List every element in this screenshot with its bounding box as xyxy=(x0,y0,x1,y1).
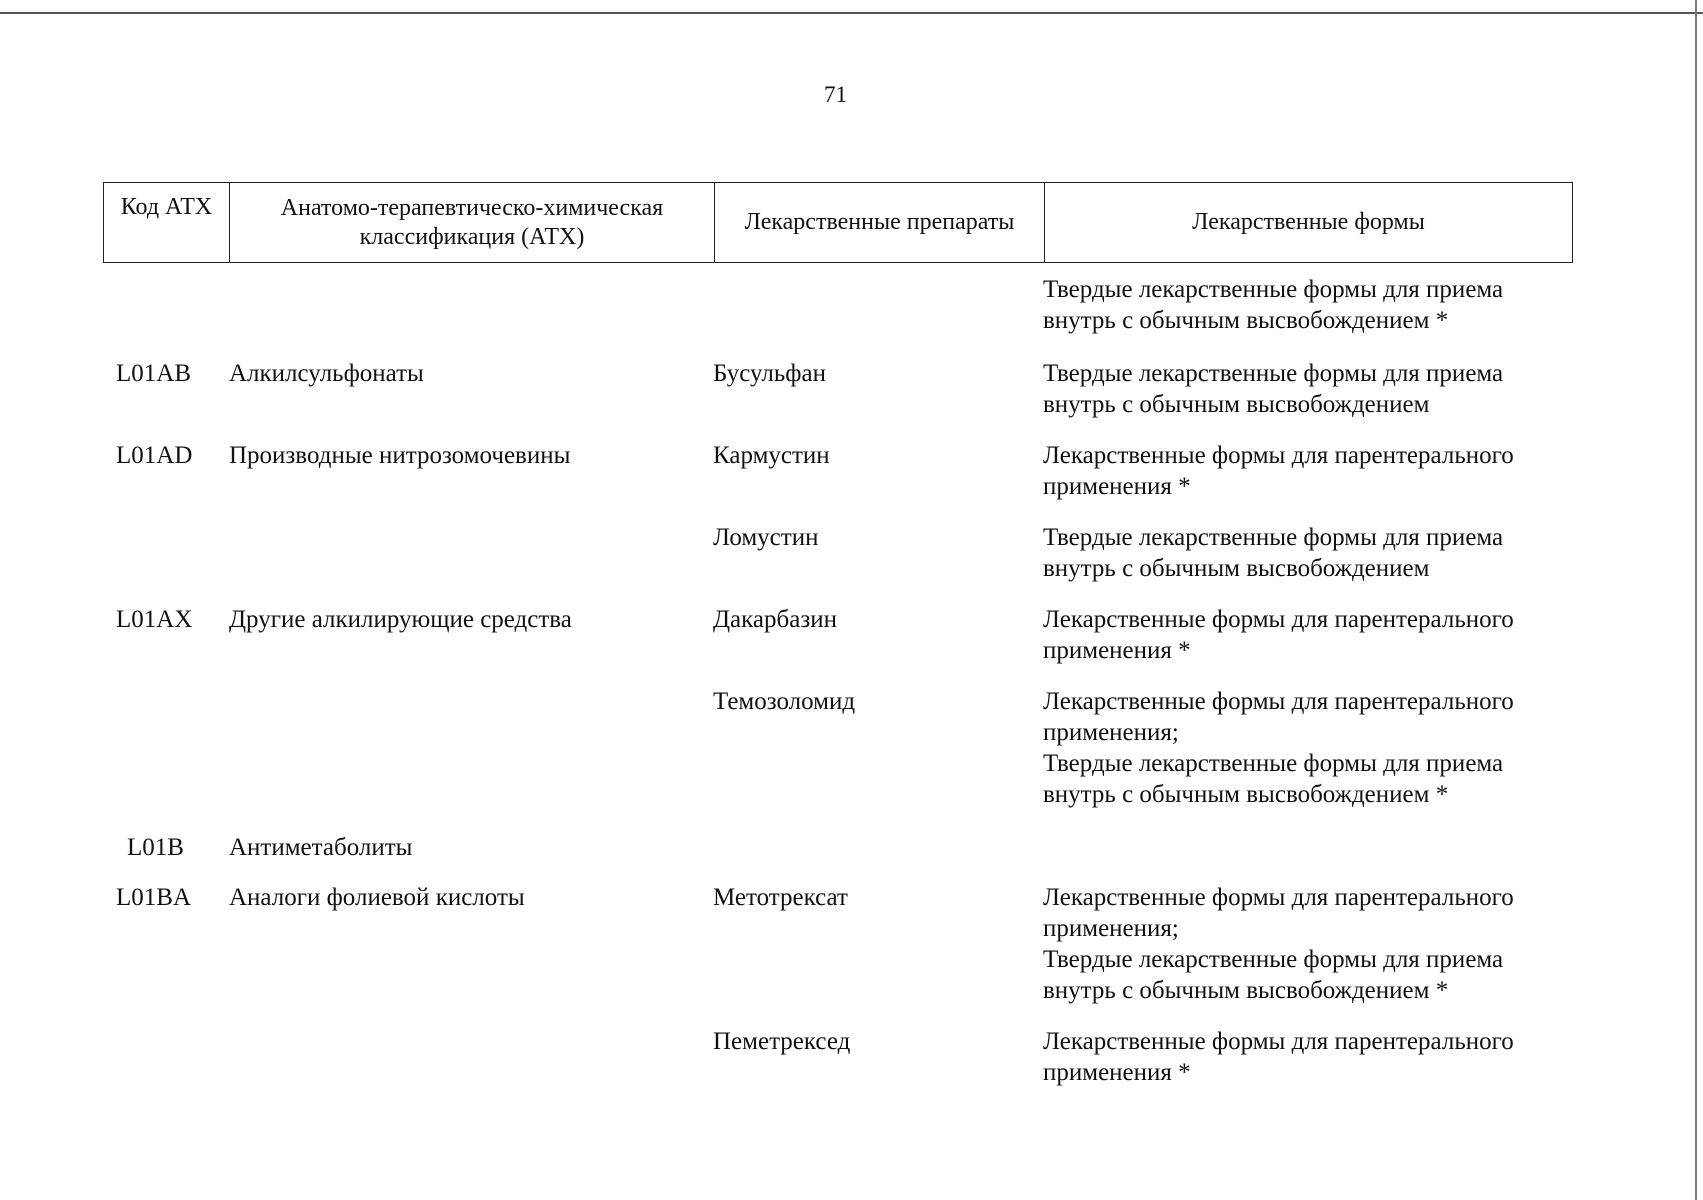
row-drug: Ломустин xyxy=(713,524,819,551)
right-border-line xyxy=(1695,0,1697,1200)
row-form: Твердые лекарственные формы для приема внутрь с обычным высвобождением * xyxy=(1043,276,1504,334)
header-drugs: Лекарственные препараты xyxy=(714,183,1044,262)
row-code: L01B xyxy=(127,834,184,861)
row-code: L01BA xyxy=(116,884,191,911)
row-drug: Пеметрексед xyxy=(713,1028,851,1055)
row-code: L01AD xyxy=(116,442,193,469)
row-drug: Кармустин xyxy=(713,442,830,469)
row-drug: Дакарбазин xyxy=(713,606,837,633)
row-classification: Антиметаболиты xyxy=(229,834,413,861)
row-drug: Метотрексат xyxy=(713,884,848,911)
header-forms: Лекарственные формы xyxy=(1044,183,1572,262)
row-form: Лекарственные формы для парентерального применения; Твердые лекарственные формы для приема внутрь с обычным высвобождением * xyxy=(1043,688,1514,808)
page-number: 71 xyxy=(824,82,847,107)
row-form: Лекарственные формы для парентерального применения * xyxy=(1043,606,1514,664)
row-classification: Алкилсульфонаты xyxy=(229,360,424,387)
row-code: L01AX xyxy=(116,606,193,633)
row-code: L01AB xyxy=(116,360,191,387)
row-form: Лекарственные формы для парентерального применения; Твердые лекарственные формы для приема внутрь с обычным высвобождением * xyxy=(1043,884,1514,1004)
row-classification: Производные нитрозомочевины xyxy=(229,442,571,469)
header-classification: Анатомо-терапевтическо-химическая классификация (АТХ) xyxy=(229,183,714,262)
table-header xyxy=(103,182,1573,263)
row-form: Лекарственные формы для парентерального применения * xyxy=(1043,1028,1514,1086)
header-code: Код АТХ xyxy=(120,194,213,220)
row-classification: Аналоги фолиевой кислоты xyxy=(229,884,525,911)
top-border-line xyxy=(0,12,1703,14)
row-form: Твердые лекарственные формы для приема внутрь с обычным высвобождением xyxy=(1043,360,1504,418)
row-drug: Бусульфан xyxy=(713,360,826,387)
row-form: Лекарственные формы для парентерального применения * xyxy=(1043,442,1514,500)
row-classification: Другие алкилирующие средства xyxy=(229,606,572,633)
row-form: Твердые лекарственные формы для приема внутрь с обычным высвобождением xyxy=(1043,524,1504,582)
row-drug: Темозоломид xyxy=(713,688,856,715)
